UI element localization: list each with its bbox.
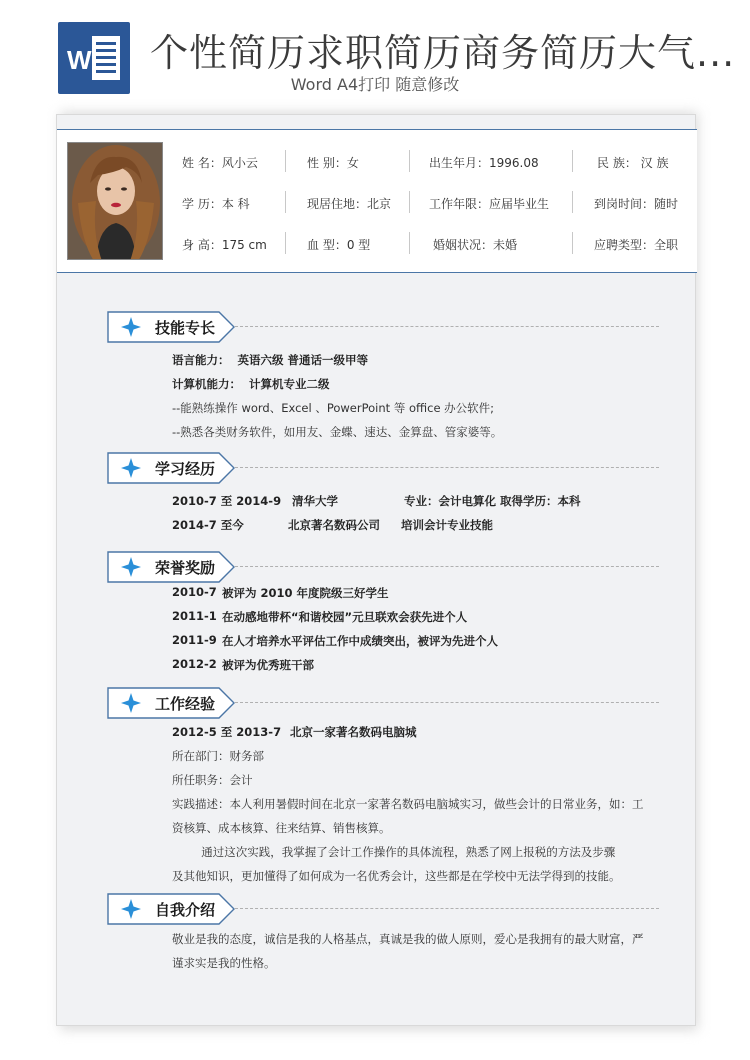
honor-date: 2011-9 xyxy=(172,633,217,647)
honor-date: 2012-2 xyxy=(172,657,217,671)
skill-office: --能熟练操作 word、Excel 、PowerPoint 等 office 办公软件; xyxy=(172,401,495,415)
work-date: 2012-5 至 2013-7 xyxy=(172,725,282,739)
skill-finance-software: --熟悉各类财务软件，如用友、金蝶、速达、金算盘、管家婆等。 xyxy=(172,425,503,439)
education-major: 专业：会计电算化 取得学历：本科 xyxy=(404,494,581,508)
profile-birth: 出生年月：1996.08 xyxy=(429,156,539,170)
profile-height: 身 高：175 cm xyxy=(182,238,267,252)
profile-start-date: 到岗时间：随时 xyxy=(594,197,679,211)
profile-row-3 xyxy=(57,232,697,256)
work-department: 所在部门：财务部 xyxy=(172,749,264,763)
profile-gender: 性 别：女 xyxy=(307,156,359,170)
skill-label: 计算机能力： xyxy=(172,377,241,391)
divider xyxy=(285,232,286,254)
profile-name: 姓 名：风小云 xyxy=(182,156,258,170)
work-position: 所任职务：会计 xyxy=(172,773,253,787)
education-date: 2014-7 至今 xyxy=(172,518,244,532)
divider xyxy=(409,232,410,254)
profile-row-1 xyxy=(57,150,697,174)
skill-language xyxy=(172,352,368,368)
section-header-about xyxy=(107,893,659,925)
honor-row xyxy=(172,585,652,601)
about-text: 敬业是我的态度，诚信是我的人格基点，真诚是我的做人原则，爱心是我拥有的最大财富，严 xyxy=(172,932,644,946)
dashed-divider xyxy=(235,467,659,468)
divider xyxy=(285,191,286,213)
education-date: 2010-7 至 2014-9 xyxy=(172,494,282,508)
divider xyxy=(409,191,410,213)
work-description: 及其他知识，更加懂得了如何成为一名优秀会计，这些都是在学校中无法学得到的技能。 xyxy=(172,869,621,883)
education-row xyxy=(172,517,652,533)
section-header-work xyxy=(107,687,659,719)
work-company: 北京一家著名数码电脑城 xyxy=(290,725,417,739)
profile-info-band xyxy=(57,129,697,273)
dashed-divider xyxy=(235,326,659,327)
honor-text: 被评为优秀班干部 xyxy=(222,658,314,672)
word-icon-letter: W xyxy=(67,45,92,75)
profile-ethnicity: 民 族： 汉 族 xyxy=(597,156,669,170)
divider xyxy=(572,232,573,254)
work-description: 资核算、成本核算、往来结算、销售核算。 xyxy=(172,821,391,835)
honor-row xyxy=(172,609,652,625)
profile-education: 学 历：本 科 xyxy=(182,197,250,211)
skill-value: 英语六级 普通话一级甲等 xyxy=(237,353,369,367)
section-header-honors xyxy=(107,551,659,583)
divider xyxy=(572,150,573,172)
profile-work-years: 工作年限：应届毕业生 xyxy=(429,197,550,211)
education-school: 清华大学 xyxy=(292,494,338,508)
document-title: 个性简历求职简历商务简历大气... xyxy=(150,31,736,75)
honor-date: 2011-1 xyxy=(172,609,217,623)
honor-text: 在人才培养水平评估工作中成绩突出，被评为先进个人 xyxy=(222,634,498,648)
honor-text: 在动感地带杯“和谐校园”元旦联欢会获先进个人 xyxy=(222,610,468,624)
document-subtitle: Word A4打印 随意修改 xyxy=(290,75,460,94)
resume-page xyxy=(56,114,696,1026)
skill-computer xyxy=(172,376,330,392)
dashed-divider xyxy=(235,566,659,567)
section-title: 学习经历 xyxy=(155,460,216,478)
education-major: 培训会计专业技能 xyxy=(401,518,493,532)
divider xyxy=(409,150,410,172)
education-school: 北京著名数码公司 xyxy=(288,518,380,532)
education-row xyxy=(172,493,652,509)
honor-date: 2010-7 xyxy=(172,585,217,599)
work-description: 通过这次实践，我掌握了会计工作操作的具体流程，熟悉了网上报税的方法及步骤 xyxy=(172,845,616,859)
profile-row-2 xyxy=(57,191,697,215)
section-title: 自我介绍 xyxy=(155,901,216,919)
skill-value: 计算机专业二级 xyxy=(249,377,330,391)
section-header-education xyxy=(107,452,659,484)
divider xyxy=(285,150,286,172)
dashed-divider xyxy=(235,702,659,703)
profile-blood-type: 血 型：0 型 xyxy=(307,238,371,252)
skill-label: 语言能力： xyxy=(172,353,230,367)
divider xyxy=(572,191,573,213)
about-text: 谨求实是我的性格。 xyxy=(172,956,276,970)
section-title: 荣誉奖励 xyxy=(155,559,216,577)
dashed-divider xyxy=(235,908,659,909)
section-title: 工作经验 xyxy=(155,695,216,713)
honor-row xyxy=(172,633,652,649)
work-description: 实践描述：本人利用暑假时间在北京一家著名数码电脑城实习，做些会计的日常业务，如：工 xyxy=(172,797,644,811)
section-header-skills xyxy=(107,311,659,343)
work-heading xyxy=(172,724,652,740)
profile-marital: 婚姻状况：未婚 xyxy=(433,238,518,252)
profile-residence: 现居住地：北京 xyxy=(307,197,392,211)
section-title: 技能专长 xyxy=(155,319,216,337)
profile-job-type: 应聘类型：全职 xyxy=(594,238,679,252)
honor-row xyxy=(172,657,652,673)
honor-text: 被评为 2010 年度院级三好学生 xyxy=(222,586,389,600)
